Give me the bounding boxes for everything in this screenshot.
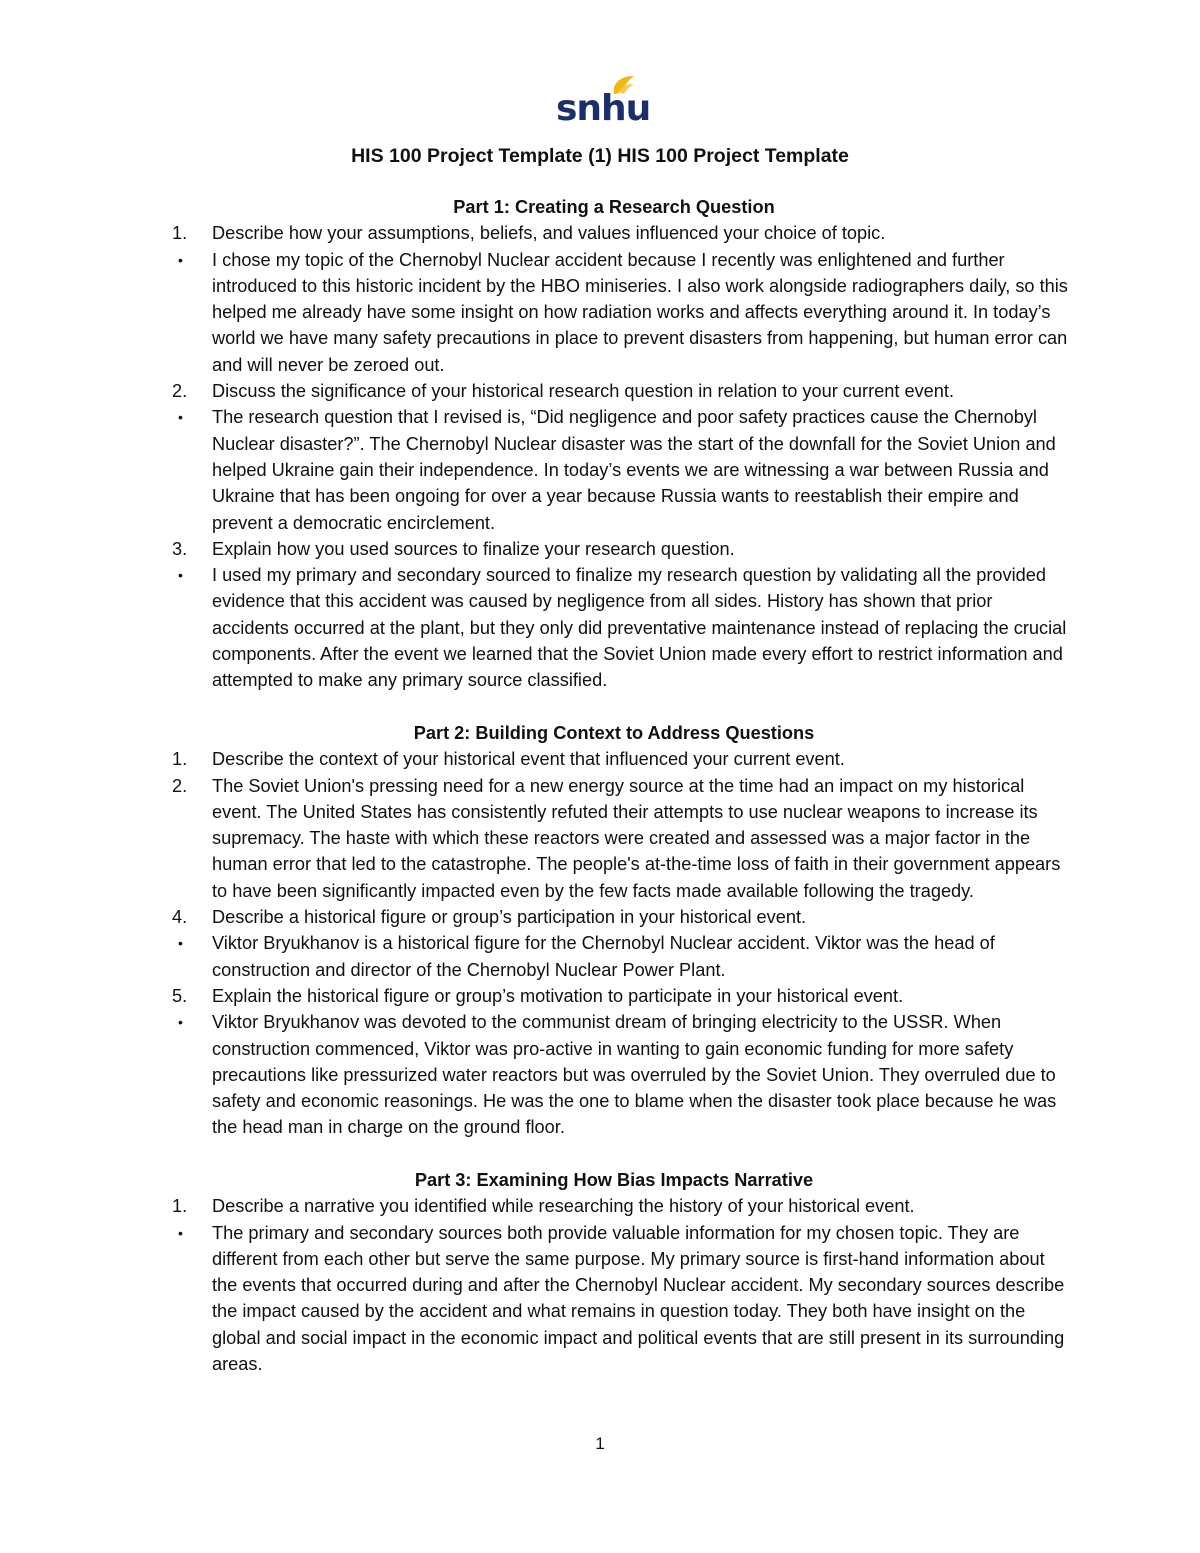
logo-text: snhu — [556, 88, 651, 129]
list-item-text: Explain the historical figure or group’s motivation to participate in your historical event. — [212, 985, 904, 1006]
list-item-text: Viktor Bryukhanov was devoted to the communist dream of bringing electricity to the USSR. When construction commenced, Viktor was pro-active in wanting to gain economic funding for more safety precautions like pressurized water reactors but was overruled by the Soviet Union. They overruled due to safety and economic reasonings. He was the one to blame when the disaster took place because he was the head man in charge on the ground floor. — [212, 1012, 1057, 1138]
list-item — [172, 983, 1072, 1009]
snhu-logo — [556, 74, 651, 134]
list-item-text: Describe how your assumptions, beliefs, and values influenced your choice of topic. — [212, 223, 886, 244]
list-marker: 3. — [172, 538, 188, 559]
bullet-icon: • — [178, 251, 183, 268]
document-title: HIS 100 Project Template (1) HIS 100 Project Template — [351, 145, 849, 167]
list-marker: 1. — [172, 223, 188, 244]
list-item — [172, 536, 1072, 562]
list-item — [172, 247, 1072, 378]
list-item — [172, 773, 1072, 904]
list-item-text: The primary and secondary sources both provide valuable information for my chosen topic. They are different from each other but serve the same purpose. My primary source is first-hand information about the events that occurred during and after the Chernobyl Nuclear accident. My secondary sources describe the impact caused by the accident and what remains in question today. They both have insight on the global and social impact in the economic impact and political events that are still present in its surrounding areas. — [212, 1222, 1065, 1375]
list-item — [172, 930, 1072, 983]
bullet-icon: • — [178, 1224, 183, 1241]
list-item-text: I used my primary and secondary sourced to finalize my research question by validating all the provided evidence that this accident was caused by negligence from all sides. History has shown that prior accidents occurred at the plant, but they only did preventative maintenance instead of replacing the crucial components. After the event we learned that the Soviet Union made every effort to restrict information and attempted to make any primary source classified. — [212, 565, 1067, 691]
list-item-text: Explain how you used sources to finalize your research question. — [212, 538, 735, 559]
list-item — [172, 1193, 1072, 1219]
section-heading: Part 1: Creating a Research Question — [453, 197, 775, 217]
section-heading: Part 3: Examining How Bias Impacts Narrative — [414, 1169, 814, 1190]
document-body — [172, 194, 1072, 1377]
list-item-text: Describe the context of your historical event that influenced your current event. — [212, 749, 845, 770]
list-item-text: Describe a historical figure or group’s participation in your historical event. — [212, 907, 807, 928]
bullet-icon: • — [178, 567, 183, 584]
list-marker: 2. — [172, 775, 188, 796]
list-item-text: I chose my topic of the Chernobyl Nuclear accident because I recently was enlightened and further introduced to this historic incident by the HBO miniseries. I also work alongside radiographers daily, so this helped me already have some insight on how radiation works and affects everything around it. In today’s world we have many safety precautions in place to prevent disasters from happening, but human error can and will never be zeroed out. — [212, 249, 1068, 375]
list-item — [172, 404, 1072, 535]
list-item — [172, 378, 1072, 404]
bullet-icon: • — [178, 1014, 183, 1031]
list-item-text: Discuss the significance of your historical research question in relation to your current event. — [212, 381, 955, 402]
list-marker: 4. — [172, 907, 188, 928]
bullet-icon: • — [178, 935, 183, 952]
list-item-text: The Soviet Union's pressing need for a new energy source at the time had an impact on my historical event. The United States has consistently refuted their attempts to use nuclear weapons to increase its supremacy. The haste with which these reactors were created and assessed was a major factor in the human error that led to the catastrophe. The people's at-the-time loss of faith in their government appears to have been significantly impacted even by the few facts made available following the tragedy. — [212, 775, 1061, 901]
list-marker: 2. — [172, 381, 188, 402]
list-item — [172, 1009, 1072, 1140]
list-marker: 5. — [172, 985, 188, 1006]
list-item-text: Viktor Bryukhanov is a historical figure for the Chernobyl Nuclear accident. Viktor was the head of construction and director of the Chernobyl Nuclear Power Plant. — [212, 933, 995, 980]
section-heading: Part 2: Building Context to Address Questions — [413, 722, 815, 743]
list-item — [172, 562, 1072, 693]
list-marker: 1. — [172, 749, 188, 770]
list-item-text: The research question that I revised is, “Did negligence and poor safety practices cause the Chernobyl Nuclear disaster?”. The Chernobyl Nuclear disaster was the start of the downfall for the Soviet Union and helped Ukraine gain their independence. In today’s events we are witnessing a war between Russia and Ukraine that has been ongoing for over a year because Russia wants to reestablish their empire and prevent a democratic encirclement. — [212, 407, 1056, 533]
section-spacer — [172, 1141, 1072, 1167]
list-marker: 1. — [172, 1196, 188, 1217]
list-item — [172, 1220, 1072, 1378]
list-item — [172, 746, 1072, 772]
bullet-icon: • — [178, 409, 183, 426]
section-spacer — [172, 694, 1072, 720]
list-item — [172, 904, 1072, 930]
list-item — [172, 220, 1072, 246]
list-item-text: Describe a narrative you identified while researching the history of your historical event. — [212, 1196, 915, 1217]
page-number: 1 — [595, 1434, 605, 1453]
